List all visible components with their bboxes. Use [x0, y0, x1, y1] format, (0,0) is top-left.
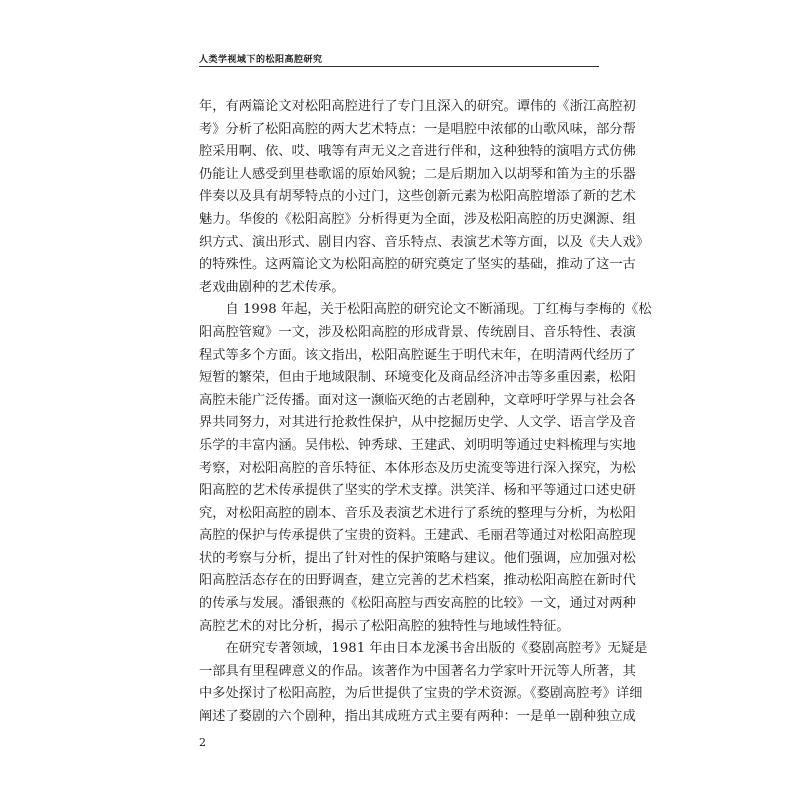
- text-line: 中多处探讨了松阳高腔，为后世提供了宝贵的学术资源。《婺剧高腔考》详细: [199, 686, 643, 702]
- page-number: 2: [199, 736, 206, 749]
- text-line: 程式等多个方面。该文指出，松阳高腔诞生于明代末年，在明清两代经历了: [199, 347, 636, 363]
- text-line: 究，对松阳高腔的剧本、音乐及表演艺术进行了系统的整理与分析，为松阳: [199, 505, 636, 521]
- header-rule: [199, 66, 599, 67]
- text-line: 状的考察与分析，提出了针对性的保护策略与建议。他们强调，应加强对松: [199, 550, 636, 566]
- text-line: 短暂的繁荣，但由于地域限制、环境变化及商品经济冲击等多重因素，松阳: [199, 370, 636, 386]
- text-line: 高腔的保护与传承提供了宝贵的资料。王建武、毛丽君等通过对松阳高腔现: [199, 528, 636, 544]
- text-line: 老戏曲剧种的艺术传承。: [199, 279, 345, 295]
- text-line: 一部具有里程碑意义的作品。该著作为中国著名力学家叶开沅等人所著，其: [199, 663, 636, 679]
- text-line: 界共同努力，对其进行抢救性保护，从中挖掘历史学、人文学、语言学及音: [199, 415, 636, 431]
- text-line: 织方式、演出形式、剧目内容、音乐特点、表演艺术等方面，以及《夫人戏》: [199, 234, 650, 250]
- text-line: 在研究专著领域，1981 年由日本龙溪书舍出版的《婺剧高腔考》无疑是: [199, 641, 648, 657]
- text-line: 阳高腔的艺术传承提供了坚实的学术支撑。洪笑洋、杨和平等通过口述史研: [199, 483, 636, 499]
- text-line: 考察，对松阳高腔的音乐特征、本体形态及历史流变等进行深入探究，为松: [199, 460, 636, 476]
- text-line: 考》分析了松阳高腔的两大艺术特点：一是唱腔中浓郁的山歌风味，部分帮: [199, 121, 636, 137]
- text-line: 自 1998 年起，关于松阳高腔的研究论文不断涌现。丁红梅与李梅的《松: [199, 302, 652, 318]
- text-line: 阐述了婺剧的六个剧种，指出其成班方式主要有两种：一是单一剧种独立成: [199, 709, 636, 725]
- text-line: 的特殊性。这两篇论文为松阳高腔的研究奠定了坚实的基础，推动了这一古: [199, 257, 636, 273]
- text-line: 的传承与发展。潘银燕的《松阳高腔与西安高腔的比较》一文，通过对两种: [199, 596, 636, 612]
- text-line: 阳高腔管窥》一文，涉及松阳高腔的形成背景、传统剧目、音乐特性、表演: [199, 324, 636, 340]
- text-line: 高腔未能广泛传播。面对这一濒临灭绝的古老剧种，文章呼吁学界与社会各: [199, 392, 636, 408]
- text-line: 高腔艺术的对比分析，揭示了松阳高腔的独特性与地域性特征。: [199, 618, 570, 634]
- text-line: 腔采用啊、依、哎、哦等有声无义之音进行伴和，这种独特的演唱方式仿佛: [199, 144, 636, 160]
- text-line: 魅力。华俊的《松阳高腔》分析得更为全面，涉及松阳高腔的历史渊源、组: [199, 211, 636, 227]
- text-line: 年，有两篇论文对松阳高腔进行了专门且深入的研究。谭伟的《浙江高腔初: [199, 99, 636, 114]
- text-line: 仍能让人感受到里巷歌谣的原始风貌；二是后期加入以胡琴和笛为主的乐器: [199, 166, 636, 182]
- running-header: 人类学视域下的松阳高腔研究: [199, 55, 323, 65]
- text-line: 阳高腔活态存在的田野调查，建立完善的艺术档案，推动松阳高腔在新时代: [199, 573, 636, 589]
- body-text: [199, 96, 652, 729]
- text-line: 伴奏以及具有胡琴特点的小过门，这些创新元素为松阳高腔增添了新的艺术: [199, 189, 636, 205]
- text-line: 乐学的丰富内涵。吴伟松、钟秀球、王建武、刘明明等通过史料梳理与实地: [199, 437, 636, 453]
